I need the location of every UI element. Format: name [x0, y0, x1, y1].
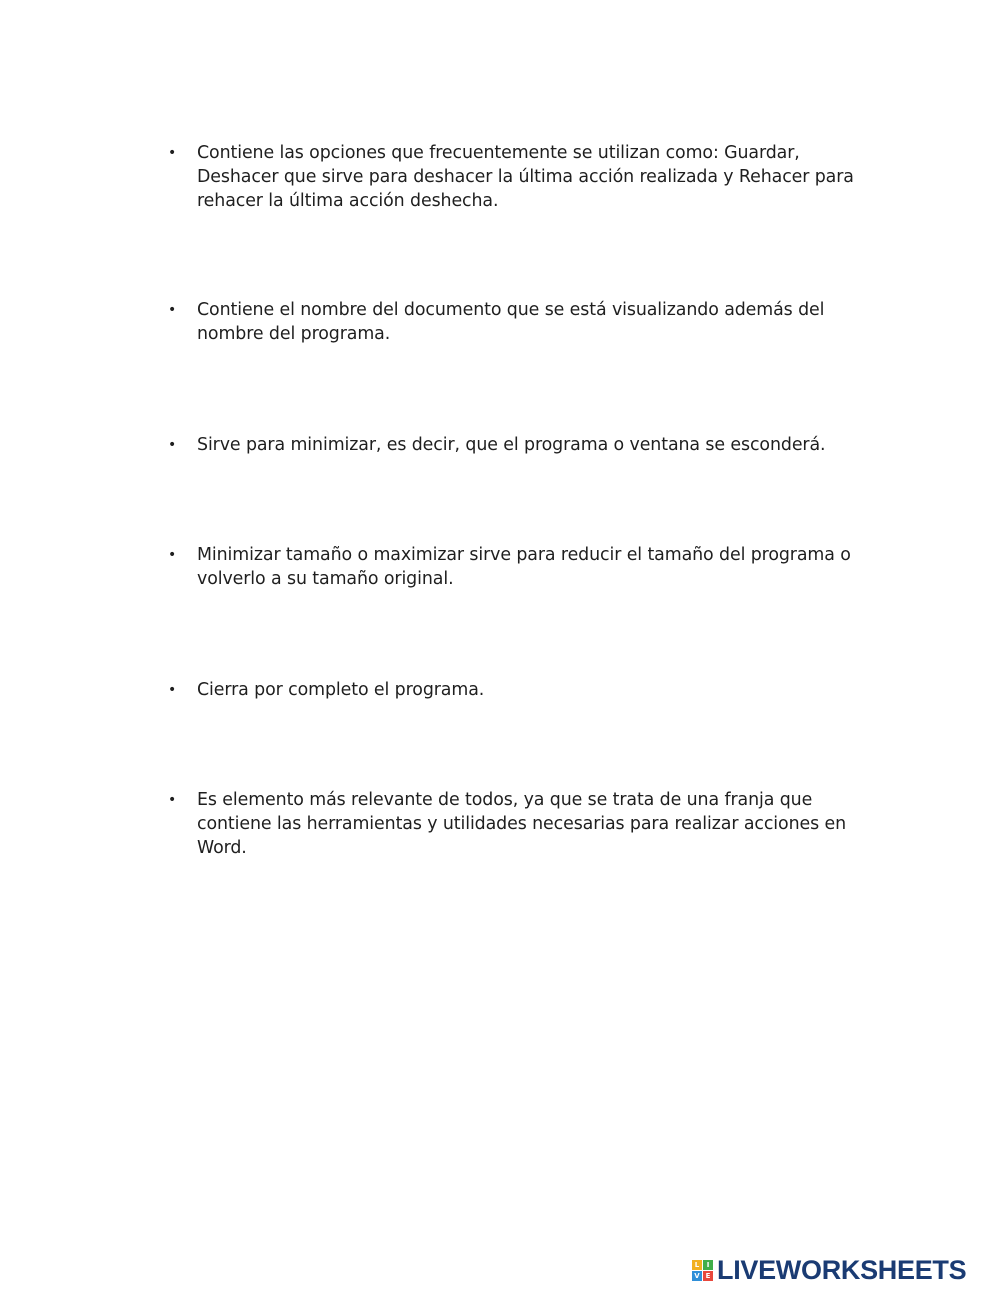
- list-item-text: Contiene el nombre del documento que se está visualizando además del nombre del programa.: [197, 300, 825, 344]
- liveworksheets-logo: [692, 1255, 966, 1285]
- logo-text: LIVEWORKSHEETS: [717, 1255, 967, 1285]
- list-item-text: Cierra por completo el programa.: [197, 680, 485, 700]
- logo-tile-v: V: [692, 1271, 702, 1281]
- bullet-icon: •: [168, 145, 177, 161]
- list-item: [167, 433, 867, 457]
- list-item-text: Minimizar tamaño o maximizar sirve para reducir el tamaño del programa o volverlo a su tamaño original.: [197, 545, 851, 589]
- list-item: [167, 141, 867, 213]
- list-item: [167, 298, 867, 346]
- bullet-icon: •: [168, 792, 177, 808]
- logo-tile-i: I: [703, 1260, 713, 1270]
- logo-tile-l: L: [692, 1260, 702, 1270]
- bullet-icon: •: [168, 302, 177, 318]
- list-item-text: Es elemento más relevante de todos, ya que se trata de una franja que contiene las herramientas y utilidades necesarias para realizar acciones en Word.: [197, 790, 846, 858]
- list-item: [167, 788, 867, 860]
- logo-mark-icon: [692, 1260, 713, 1281]
- bullet-icon: •: [168, 437, 177, 453]
- list-item-text: Contiene las opciones que frecuentemente se utilizan como: Guardar, Deshacer que sirve para deshacer la última acción realizada y Rehacer para rehacer la última acción deshecha.: [197, 143, 854, 211]
- list-item: [167, 543, 867, 591]
- list-item: [167, 678, 867, 702]
- list-item-text: Sirve para minimizar, es decir, que el programa o ventana se esconderá.: [197, 435, 826, 455]
- logo-tile-e: E: [703, 1271, 713, 1281]
- bullet-icon: •: [168, 682, 177, 698]
- bullet-icon: •: [168, 547, 177, 563]
